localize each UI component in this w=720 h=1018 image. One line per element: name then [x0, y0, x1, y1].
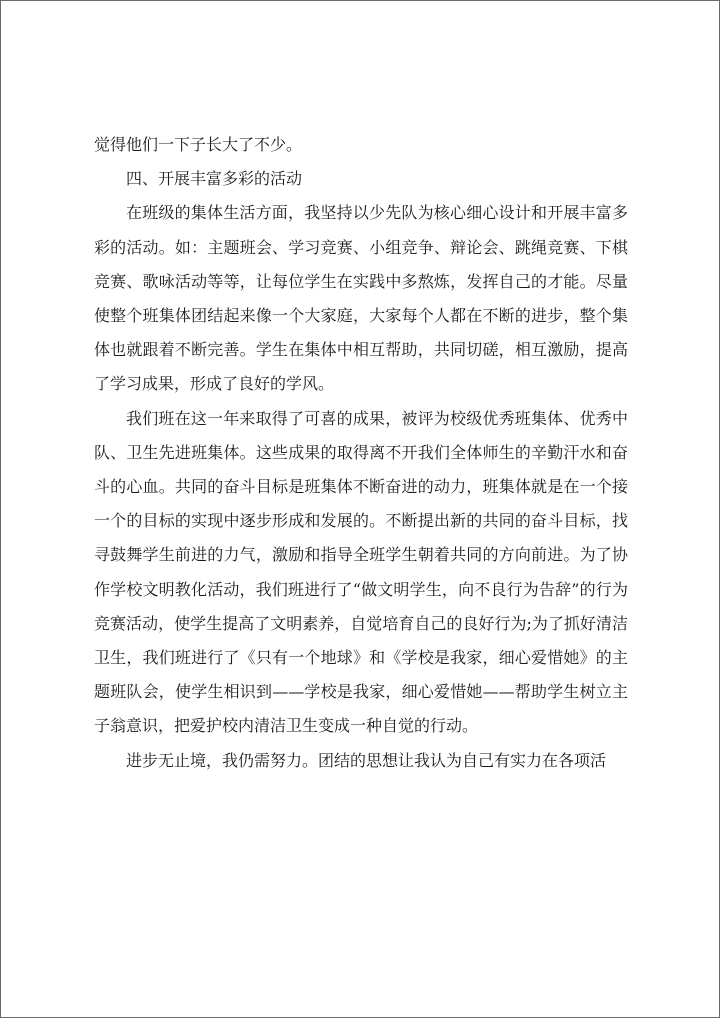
paragraph-activities: 在班级的集体生活方面，我坚持以少先队为核心细心设计和开展丰富多彩的活动。如：主题班会、学习竞赛、小组竞争、辩论会、跳绳竞赛、下棋竞赛、歌咏活动等等，让每位学生在实践中多熬炼，发挥自己的才能。尽量使整个班集体团结起来像一个大家庭，大家每个人都在不断的进步，整个集体也就跟着不断完善。学生在集体中相互帮助，共同切磋，相互激励，提高了学习成果，形成了良好的学风。 — [94, 203, 628, 394]
section-heading: 四、开展丰富多彩的活动 — [126, 169, 303, 189]
paragraph-achievements: 我们班在这一年来取得了可喜的成果，被评为校级优秀班集体、优秀中队、卫生先进班集体。这些成果的取得离不开我们全体师生的辛勤汗水和奋斗的心血。共同的奋斗目标是班集体不断奋进的动力，班集体就是在一个接一个的目标的实现中逐步形成和发展的。不断提出新的共同的奋斗目标，找寻鼓舞学生前进的力气，激励和指导全班学生朝着共同的方向前进。为了协作学校文明教化活动，我们班进行了“做文明学生，向不良行为告辞”的行为竞赛活动，使学生提高了文明素养，自觉培育自己的良好行为;为了抓好清洁卫生，我们班进行了《只有一个地球》和《学校是我家，细心爱惜她》的主题班队会，使学生相识到——学校是我家，细心爱惜她——帮助学生树立主子翁意识，把爱护校内清洁卫生变成一种自觉的行动。 — [94, 408, 628, 736]
document-body — [94, 128, 628, 778]
paragraph-progress: 进步无止境，我仍需努力。团结的思想让我认为自己有实力在各项活 — [126, 750, 607, 770]
paragraph-continuation: 觉得他们一下子长大了不少。 — [94, 135, 303, 154]
